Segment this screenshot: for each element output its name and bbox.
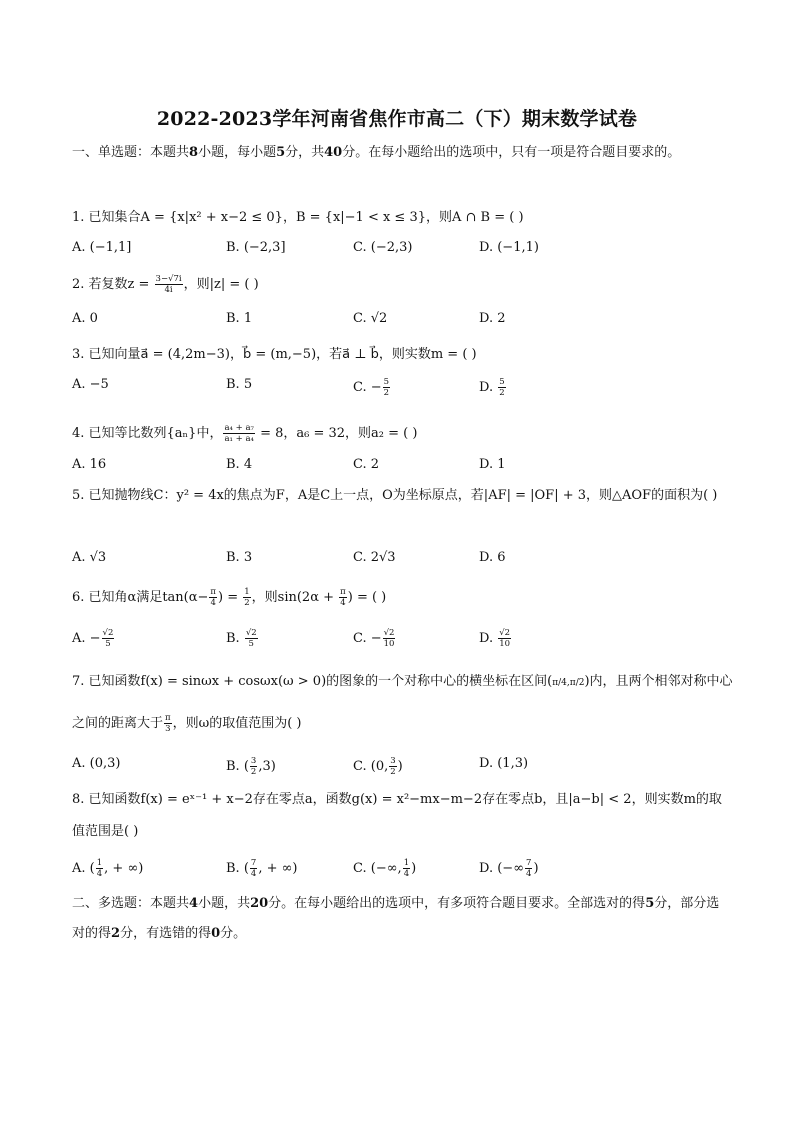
option-d: D. (−1,1) (479, 240, 539, 255)
section-instructions-multiple-choice: 二、多选题：本题共4小题，共20分。在每小题给出的选项中，有多项符合题目要求。全部选对的得5分，部分选对的得2分，有选错的得0分。 (72, 896, 720, 941)
interval-high: π/2 (569, 678, 585, 688)
fraction: $\frac{7}{4}$ (250, 858, 257, 879)
option-c: C. − $\frac{5}{2}$ (353, 377, 390, 398)
option-a: A. (−1,1] (72, 240, 132, 255)
option-d: D. $\frac{√2}{10}$ (479, 628, 511, 649)
fraction: $\frac{5}{2}$ (383, 377, 390, 398)
option-c: C. − $\frac{√2}{10}$ (353, 628, 395, 649)
question-5: 5. 已知抛物线C：y² = 4x的焦点为F，A是C上一点，O为坐标原点，若|AF| = |OF| + 3，则△AOF的面积为( ) (72, 488, 718, 503)
fraction: $\frac{√2}{5}$ (245, 628, 257, 649)
option-a: A. −5 (72, 377, 109, 392)
fraction: $\frac{3}{2}$ (250, 756, 257, 777)
question-2-options (72, 311, 672, 331)
question-8-options (72, 858, 672, 878)
option-c: C. 2√3 (353, 550, 396, 565)
fraction: $\frac{√2}{10}$ (383, 628, 395, 649)
option-d: D. (−∞ $\frac{7}{4}$ ) (479, 858, 539, 879)
fraction: $\frac{\pi}{3}$ (165, 713, 171, 734)
option-d: D. $\frac{5}{2}$ (479, 377, 505, 398)
option-c: C. 2 (353, 457, 380, 472)
option-d: D. 1 (479, 457, 506, 472)
option-c: C. (−2,3) (353, 240, 413, 255)
fraction: $\frac{\text{a₄ + a₇}}{\text{a₁ + a₄}}$ (224, 423, 254, 444)
option-b: B. ( $\frac{3}{2}$ ,3) (226, 756, 276, 777)
option-a: A. √3 (72, 550, 107, 565)
question-7-line-2: 之间的距离大于 $\frac{\pi}{3}$ ，则ω的取值范围为( ) (72, 713, 302, 734)
fraction: $\frac{5}{2}$ (499, 377, 505, 398)
option-c: C. (−∞, $\frac{1}{4}$ ) (353, 858, 417, 879)
option-c: C. √2 (353, 311, 388, 326)
question-5-options (72, 550, 672, 570)
fraction: $\frac{√2}{5}$ (102, 628, 114, 649)
option-b: B. 4 (226, 457, 253, 472)
fraction: $\frac{√2}{10}$ (499, 628, 511, 649)
fraction: $\frac{3-√7i}{4i}$ (155, 274, 182, 295)
question-2: 2. 若复数z = $\frac{3-√7i}{4i}$ ，则|z| = ( ) (72, 274, 259, 295)
option-d: D. 2 (479, 311, 506, 326)
question-3: 3. 已知向量a⃗ = (4,2m−3)，b⃗ = (m,−5)，若a⃗ ⊥ b⃗，则实数m = ( ) (72, 347, 477, 362)
option-a: A. − $\frac{√2}{5}$ (72, 628, 114, 649)
question-4-options (72, 457, 672, 477)
question-8: 8. 已知函数f(x) = eˣ⁻¹ + x−2存在零点a，函数g(x) = x²−mx−m−2存在零点b，且|a−b| < 2，则实数m的取值范围是( ) (72, 792, 722, 839)
option-a: A. 16 (72, 457, 107, 472)
interval-low: π/4 (552, 678, 567, 688)
option-a: A. (0,3) (72, 756, 121, 771)
question-7-line-1: 7. 已知函数f(x) = sinωx + cosωx(ω > 0)的图象的一个对称中心的横坐标在区间(π/4,π/2)内，且两个相邻对称中心 (72, 674, 733, 689)
option-b: B. (−2,3] (226, 240, 286, 255)
fraction: $\frac{1}{4}$ (96, 858, 103, 879)
option-a: A. ( $\frac{1}{4}$ , + ∞) (72, 858, 144, 879)
question-3-options (72, 377, 672, 397)
fraction: $\frac{7}{4}$ (526, 858, 532, 879)
question-4: 4. 已知等比数列{aₙ}中， $\frac{\text{a₄ + a₇}}{\text{a₁ + a₄}}$ = 8，a₆ = 32，则a₂ = ( ) (72, 423, 418, 444)
fraction: $\frac{\pi}{4}$ (210, 587, 216, 608)
question-6: 6. 已知角α满足tan(α− $\frac{\pi}{4}$ ) = $\frac{1}{2}$ ，则sin(2α + $\frac{\pi}{4}$ ) = ( ) (72, 587, 387, 608)
option-a: A. 0 (72, 311, 98, 326)
section-instructions-single-choice: 一、单选题：本题共8小题，每小题5分，共40分。在每小题给出的选项中，只有一项是符合题目要求的。 (72, 145, 681, 160)
option-b: B. $\frac{√2}{5}$ (226, 628, 257, 649)
option-d: D. (1,3) (479, 756, 529, 771)
option-b: B. 1 (226, 311, 253, 326)
question-1-options (72, 240, 672, 260)
fraction: $\frac{1}{2}$ (244, 587, 250, 608)
option-b: B. 5 (226, 377, 253, 392)
option-b: B. ( $\frac{7}{4}$ , + ∞) (226, 858, 298, 879)
fraction: $\frac{3}{2}$ (390, 756, 396, 777)
option-d: D. 6 (479, 550, 506, 565)
option-b: B. 3 (226, 550, 253, 565)
fraction: $\frac{\pi}{4}$ (340, 587, 346, 608)
question-7-options (72, 756, 672, 776)
question-6-options (72, 628, 672, 648)
page-title: 2022-2023学年河南省焦作市高二（下）期末数学试卷 (156, 108, 638, 130)
fraction: $\frac{1}{4}$ (403, 858, 410, 879)
option-c: C. (0, $\frac{3}{2}$ ) (353, 756, 403, 777)
question-1: 1. 已知集合A = {x|x² + x−2 ≤ 0}，B = {x|−1 < x ≤ 3}，则A ∩ B = ( ) (72, 210, 524, 225)
